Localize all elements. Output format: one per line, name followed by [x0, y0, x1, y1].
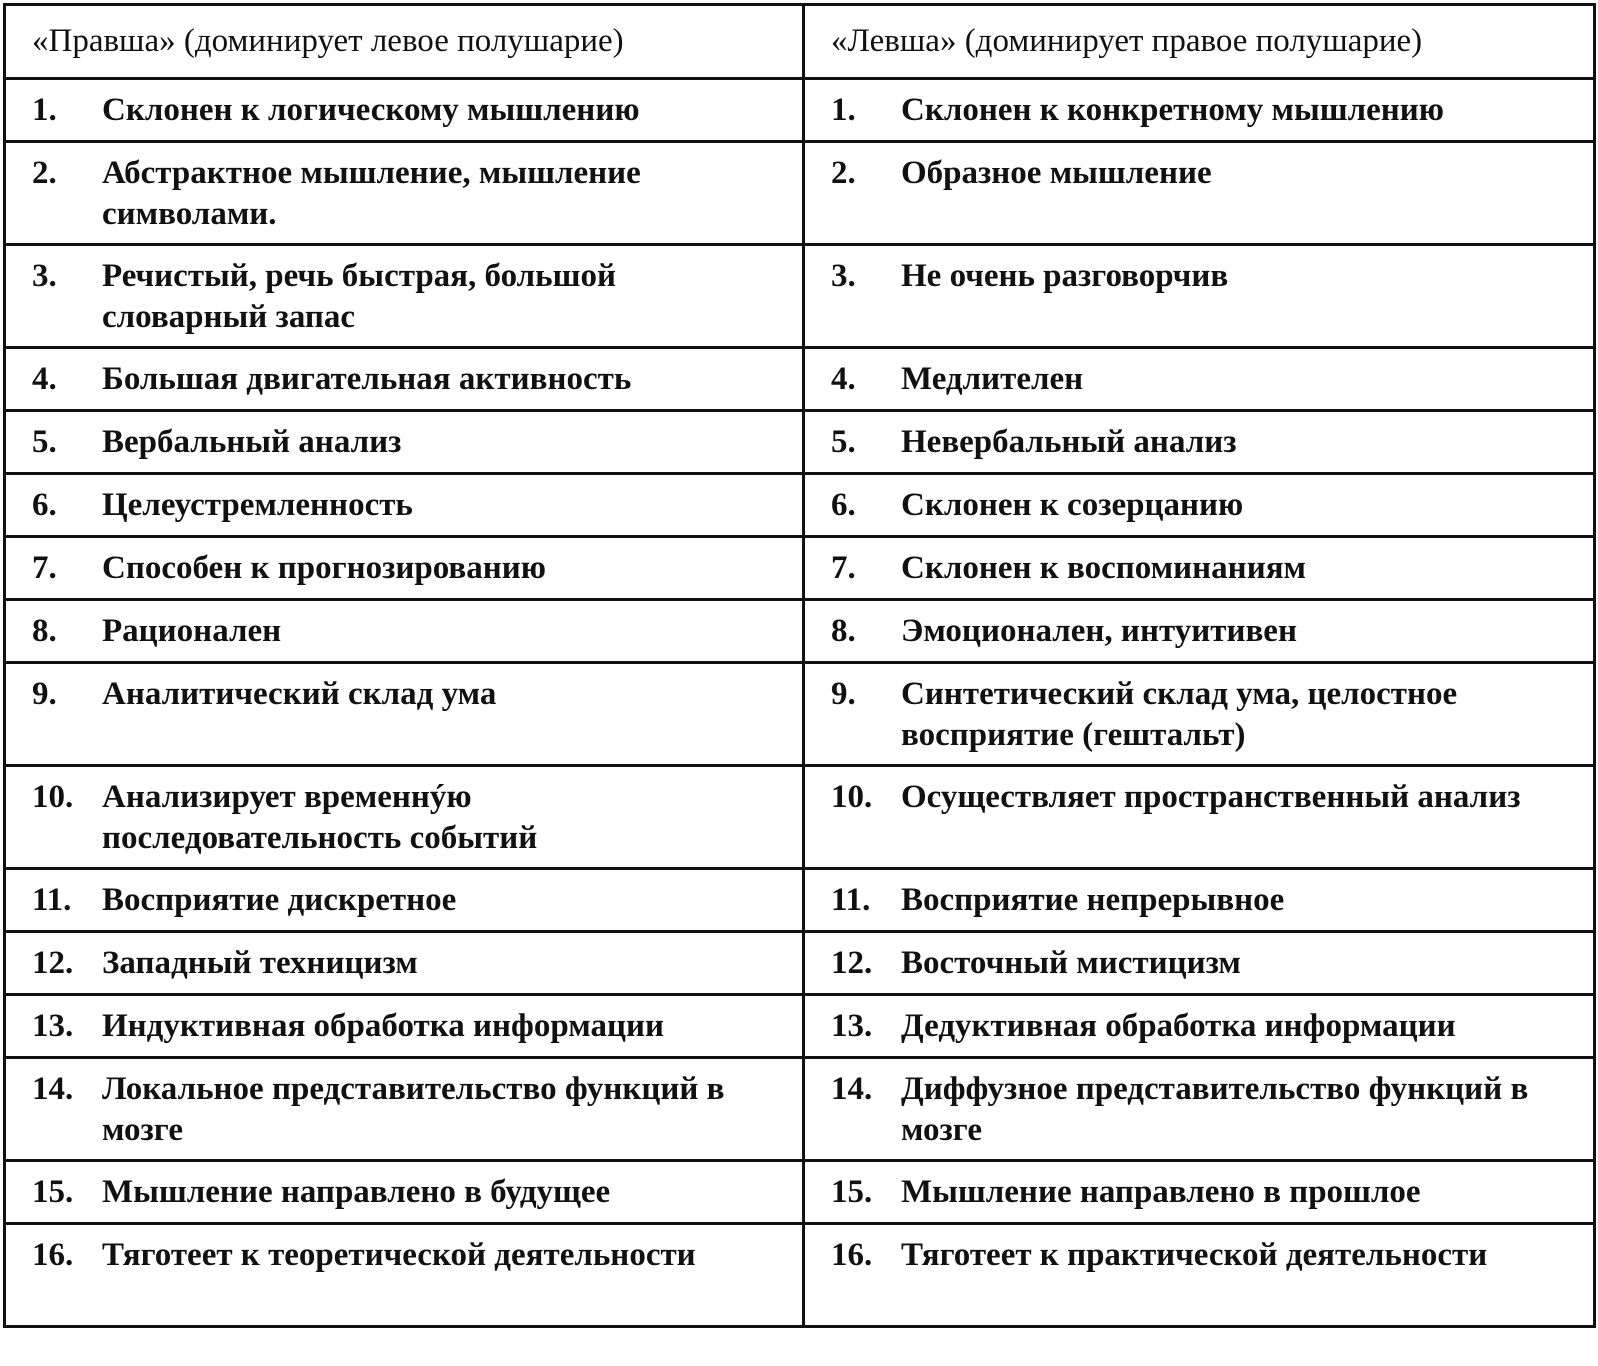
table-row	[5, 474, 1595, 537]
item-text: Синтетический склад ума, целостное восприятие (гештальт)	[901, 676, 1458, 753]
right-cell-content	[805, 933, 1593, 984]
table-row	[5, 766, 1595, 869]
table-row	[5, 932, 1595, 995]
left-cell-content	[6, 767, 802, 859]
item-text: Индуктивная обработка информации	[102, 1008, 665, 1044]
header-right: «Левша» (доминирует правое полушарие)	[804, 5, 1595, 79]
left-cell	[5, 766, 804, 869]
left-cell	[5, 869, 804, 932]
right-cell	[804, 348, 1595, 411]
item-text: Эмоционален, интуитивен	[901, 613, 1297, 649]
right-cell-content	[805, 996, 1593, 1047]
item-text: Невербальный анализ	[901, 424, 1237, 460]
right-cell-content	[805, 1059, 1593, 1151]
table-row	[5, 537, 1595, 600]
item-text: Западный техницизм	[102, 945, 418, 981]
right-cell	[804, 1161, 1595, 1224]
left-cell	[5, 1161, 804, 1224]
left-cell-content	[6, 1225, 802, 1276]
item-text: Рационален	[102, 613, 282, 649]
left-cell-content	[6, 1059, 802, 1151]
table-row	[5, 245, 1595, 348]
table-row	[5, 600, 1595, 663]
left-cell	[5, 474, 804, 537]
item-text: Склонен к воспоминаниям	[901, 550, 1307, 586]
right-cell-content	[805, 601, 1593, 652]
right-cell	[804, 245, 1595, 348]
left-cell	[5, 348, 804, 411]
left-cell-content	[6, 475, 802, 526]
item-number: 16.	[32, 1237, 74, 1273]
right-cell	[804, 537, 1595, 600]
right-cell	[804, 1224, 1595, 1327]
item-text: Восприятие непрерывное	[901, 882, 1285, 918]
item-text: Восточный мистицизм	[901, 945, 1241, 981]
item-text: Целеустремленность	[102, 487, 413, 523]
left-cell	[5, 1058, 804, 1161]
item-number: 16.	[831, 1237, 873, 1273]
left-cell-content	[6, 246, 802, 338]
item-number: 7.	[32, 550, 57, 586]
item-number: 11.	[32, 882, 72, 918]
item-number: 3.	[831, 258, 856, 294]
right-cell	[804, 474, 1595, 537]
item-number: 12.	[831, 945, 873, 981]
table-row	[5, 142, 1595, 245]
right-cell	[804, 995, 1595, 1058]
item-number: 15.	[831, 1174, 873, 1210]
right-cell-content	[805, 412, 1593, 463]
item-number: 7.	[831, 550, 856, 586]
item-text: Восприятие дискретное	[102, 882, 457, 918]
right-cell-content	[805, 80, 1593, 131]
item-number: 6.	[32, 487, 57, 523]
item-text: Склонен к конкретному мышлению	[901, 92, 1444, 128]
left-cell	[5, 663, 804, 766]
item-number: 8.	[831, 613, 856, 649]
item-number: 2.	[32, 155, 57, 191]
item-text: Локальное представительство функций в мозге	[102, 1071, 725, 1148]
table-row	[5, 348, 1595, 411]
item-number: 4.	[831, 361, 856, 397]
left-cell-content	[6, 933, 802, 984]
table-body	[5, 79, 1595, 1327]
right-cell-content	[805, 1225, 1593, 1276]
table-row	[5, 79, 1595, 142]
right-cell-content	[805, 246, 1593, 297]
item-text: Склонен к созерцанию	[901, 487, 1244, 523]
left-cell	[5, 79, 804, 142]
item-text: Дедуктивная обработка информации	[901, 1008, 1456, 1044]
left-cell	[5, 995, 804, 1058]
item-number: 4.	[32, 361, 57, 397]
item-number: 13.	[32, 1008, 74, 1044]
left-cell	[5, 932, 804, 995]
item-number: 14.	[32, 1071, 74, 1107]
left-cell-content	[6, 349, 802, 400]
left-cell	[5, 1224, 804, 1327]
right-cell	[804, 663, 1595, 766]
item-number: 1.	[32, 92, 57, 128]
left-cell	[5, 600, 804, 663]
table-row	[5, 869, 1595, 932]
header-left: «Правша» (доминирует левое полушарие)	[5, 5, 804, 79]
item-number: 13.	[831, 1008, 873, 1044]
comparison-table	[3, 3, 1596, 1328]
item-text: Осуществляет пространственный анализ	[901, 779, 1521, 815]
item-number: 10.	[32, 779, 74, 815]
item-text: Мышление направлено в будущее	[102, 1174, 611, 1210]
table-row	[5, 995, 1595, 1058]
item-text: Диффузное представительство функций в мозге	[901, 1071, 1529, 1148]
right-cell-content	[805, 1162, 1593, 1213]
item-number: 8.	[32, 613, 57, 649]
table-row	[5, 1161, 1595, 1224]
left-cell	[5, 245, 804, 348]
item-text: Способен к прогнозированию	[102, 550, 546, 586]
right-cell-content	[805, 870, 1593, 921]
right-cell-content	[805, 349, 1593, 400]
item-text: Аналитический склад ума	[102, 676, 497, 712]
item-number: 1.	[831, 92, 856, 128]
item-text: Анализирует временнýю последовательность событий	[102, 779, 538, 856]
right-cell-content	[805, 664, 1593, 756]
table-row	[5, 663, 1595, 766]
item-text: Большая двигательная активность	[102, 361, 632, 397]
table-row	[5, 411, 1595, 474]
right-cell-content	[805, 538, 1593, 589]
item-number: 14.	[831, 1071, 873, 1107]
left-cell-content	[6, 538, 802, 589]
item-number: 15.	[32, 1174, 74, 1210]
left-cell	[5, 142, 804, 245]
left-cell-content	[6, 1162, 802, 1213]
right-cell	[804, 79, 1595, 142]
item-text: Мышление направлено в прошлое	[901, 1174, 1421, 1210]
left-cell-content	[6, 80, 802, 131]
item-text: Тяготеет к теоретической деятельности	[102, 1237, 696, 1273]
item-text: Вербальный анализ	[102, 424, 402, 460]
item-text: Склонен к логическому мышлению	[102, 92, 640, 128]
right-cell	[804, 1058, 1595, 1161]
left-cell-content	[6, 996, 802, 1047]
right-cell	[804, 766, 1595, 869]
item-number: 9.	[32, 676, 57, 712]
item-number: 3.	[32, 258, 57, 294]
right-cell	[804, 932, 1595, 995]
item-text: Не очень разговорчив	[901, 258, 1229, 294]
header-row	[5, 5, 1595, 79]
item-number: 10.	[831, 779, 873, 815]
item-number: 6.	[831, 487, 856, 523]
item-number: 9.	[831, 676, 856, 712]
left-cell-content	[6, 601, 802, 652]
item-number: 11.	[831, 882, 871, 918]
item-text: Медлителен	[901, 361, 1084, 397]
right-cell-content	[805, 475, 1593, 526]
right-cell	[804, 411, 1595, 474]
item-text: Абстрактное мышление, мышление символами.	[102, 155, 641, 232]
left-cell-content	[6, 412, 802, 463]
right-cell-content	[805, 143, 1593, 194]
item-number: 2.	[831, 155, 856, 191]
right-cell-content	[805, 767, 1593, 818]
item-number: 5.	[831, 424, 856, 460]
item-text: Образное мышление	[901, 155, 1212, 191]
table-row	[5, 1058, 1595, 1161]
item-number: 12.	[32, 945, 74, 981]
left-cell	[5, 537, 804, 600]
item-number: 5.	[32, 424, 57, 460]
right-cell	[804, 869, 1595, 932]
right-cell	[804, 142, 1595, 245]
right-cell	[804, 600, 1595, 663]
left-cell-content	[6, 664, 802, 715]
left-cell-content	[6, 870, 802, 921]
item-text: Речистый, речь быстрая, большой словарный запас	[102, 258, 616, 335]
left-cell	[5, 411, 804, 474]
item-text: Тяготеет к практической деятельности	[901, 1237, 1488, 1273]
table-row	[5, 1224, 1595, 1327]
left-cell-content	[6, 143, 802, 235]
